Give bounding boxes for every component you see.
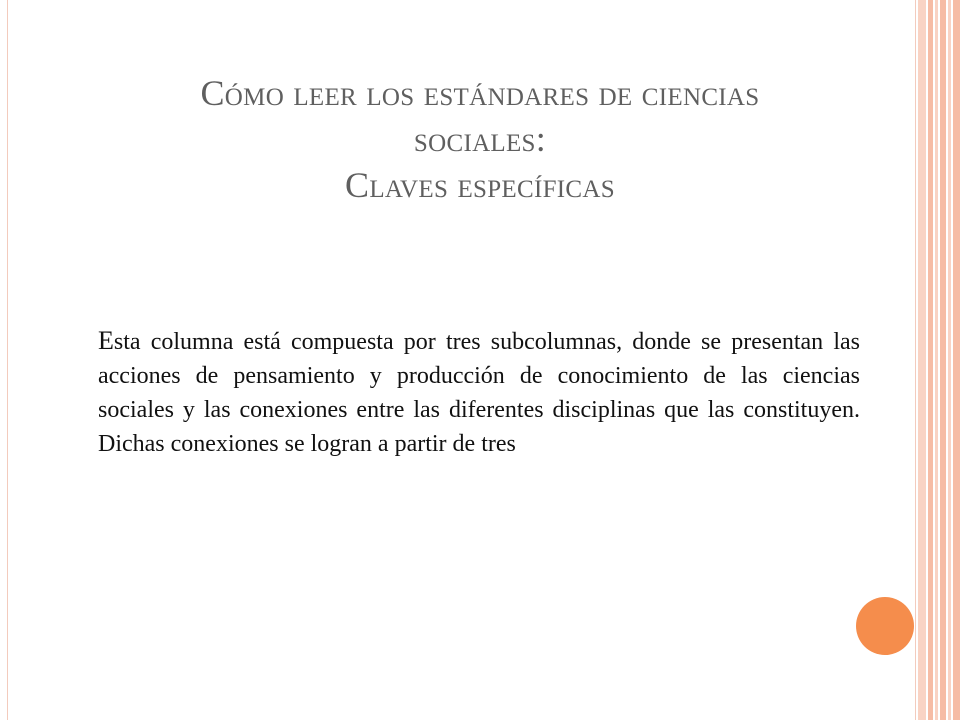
- body-paragraph: Esta columna está compuesta por tres subcolumnas, donde se presentan las acciones de pensamiento y producción de conocimiento de las ciencias sociales y las conexiones entre las diferentes disciplinas que las constituyen. Dichas conexiones se logran a partir de tres: [98, 326, 860, 457]
- slide-title: [80, 70, 880, 208]
- title-line-2: sociales:: [413, 119, 547, 159]
- title-line-1: Cómo leer los estándares de ciencias: [200, 73, 760, 113]
- accent-circle: [856, 597, 914, 655]
- title-line-3: Claves específicas: [345, 165, 615, 205]
- decorative-stripes: [918, 0, 960, 720]
